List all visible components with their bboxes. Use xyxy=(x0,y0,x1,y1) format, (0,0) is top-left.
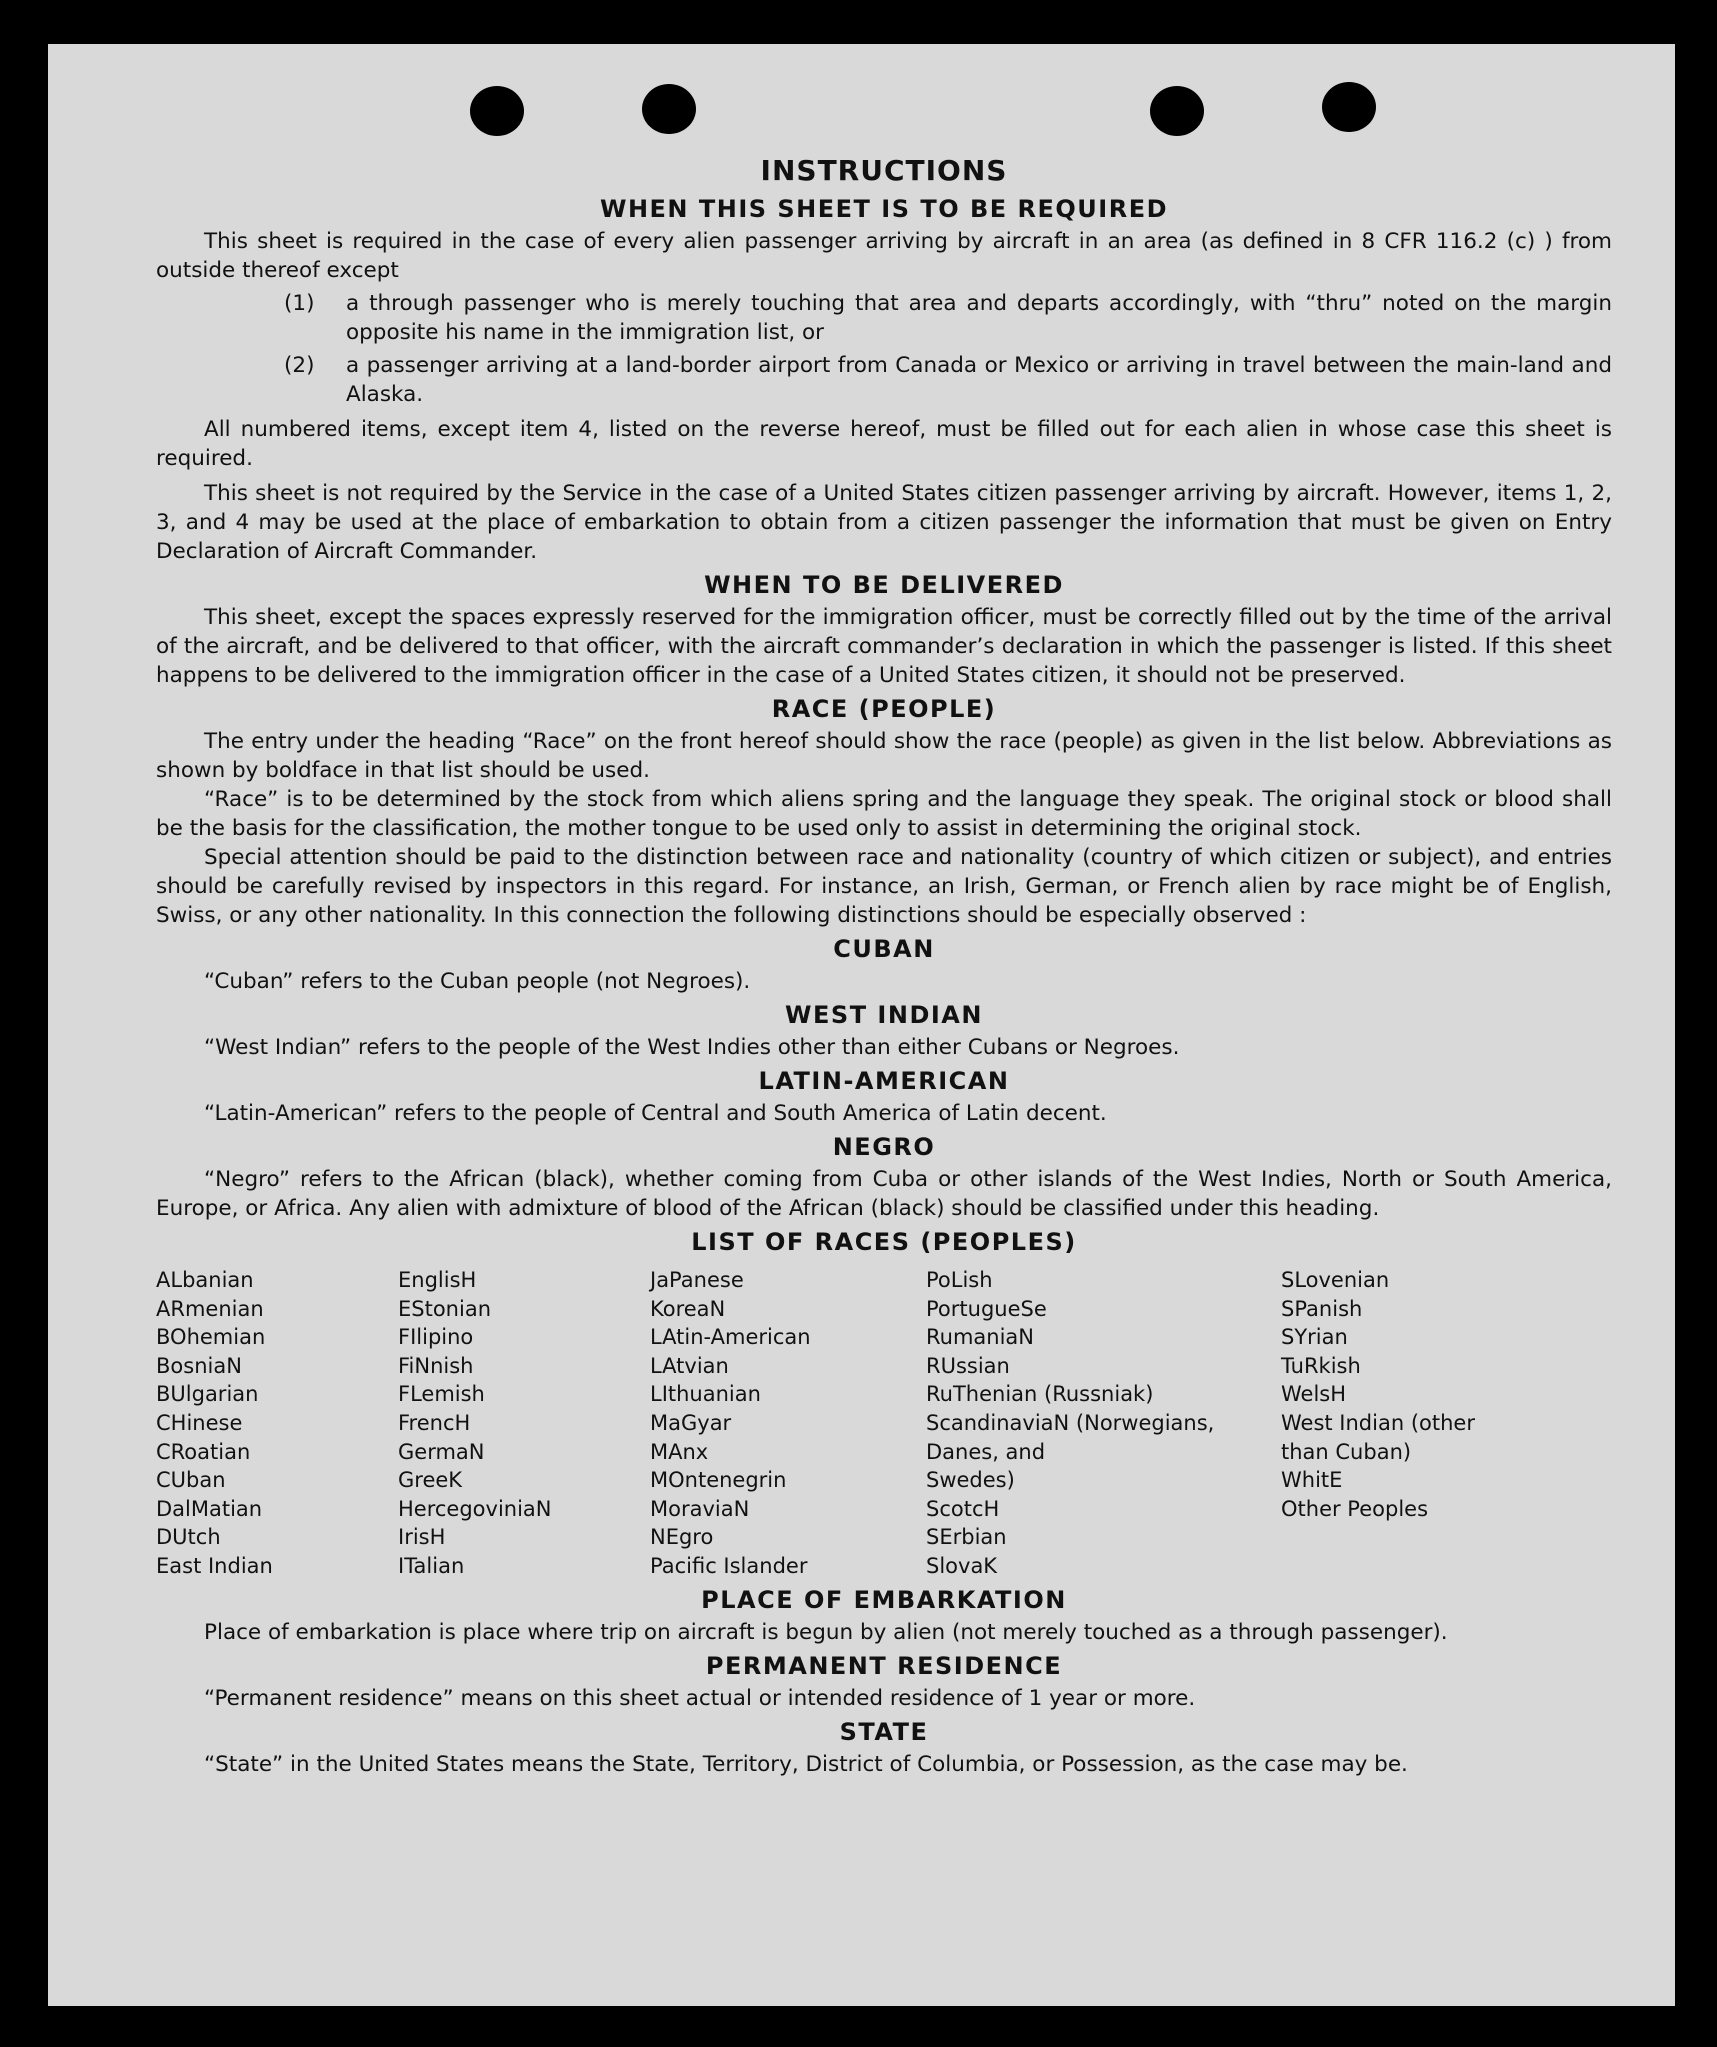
race-entry: CRoatian xyxy=(156,1439,251,1464)
race-entry: MOntenegrin xyxy=(650,1468,787,1493)
section-heading: RACE (PEOPLE) xyxy=(771,695,997,723)
race-entry: ScotcH xyxy=(926,1496,1000,1521)
paragraph: “Race” is to be determined by the stock from which aliens spring and the language they speak. The original stock or blood shall be the basis for the classification, the mother tongue to be used only to assist in determining the original stock. xyxy=(156,787,1612,841)
race-entry: FIlipino xyxy=(398,1325,474,1350)
paragraph: This sheet, except the spaces expressly reserved for the immigration officer, must be correctly filled out by the time of the arrival of the aircraft, and be delivered to that officer, with the aircraft commander’s declaration in which the passenger is listed. If this sheet happens to be delivered to the immigration officer in the case of a United States citizen, it should not be preserved. xyxy=(156,605,1612,688)
paragraph: All numbered items, except item 4, listed on the reverse hereof, must be filled out for each alien in whose case this sheet is required. xyxy=(156,417,1612,471)
race-entry: GreeK xyxy=(398,1468,463,1493)
paragraph: “West Indian” refers to the people of the West Indies other than either Cubans or Negroes. xyxy=(204,1035,1180,1060)
paragraph: The entry under the heading “Race” on the front hereof should show the race (people) as given in the list below. Abbreviations as shown by boldface in that list should be used. xyxy=(156,729,1612,783)
section-heading: WHEN TO BE DELIVERED xyxy=(704,571,1064,599)
race-entry: NEgro xyxy=(650,1525,714,1550)
section-heading: PERMANENT RESIDENCE xyxy=(705,1651,1063,1680)
race-entry: HercegoviniaN xyxy=(398,1496,552,1521)
document-sheet xyxy=(48,44,1675,2006)
race-entry: LAtvian xyxy=(650,1353,729,1378)
race-entry: CUban xyxy=(156,1468,226,1493)
race-entry: KoreaN xyxy=(650,1296,726,1321)
section-heading: WEST INDIAN xyxy=(785,1001,983,1029)
race-entry: BosniaN xyxy=(156,1353,242,1378)
race-entry: MoraviaN xyxy=(650,1496,750,1521)
race-entry: GermaN xyxy=(398,1439,485,1464)
race-entry: SlovaK xyxy=(926,1553,998,1578)
race-entry: IrisH xyxy=(398,1525,446,1550)
race-entry: DalMatian xyxy=(156,1496,263,1521)
race-entry: RuThenian (Russniak) xyxy=(926,1382,1154,1407)
race-entry: MAnx xyxy=(650,1439,709,1464)
race-entry: West Indian (other than Cuban) xyxy=(1281,1410,1475,1464)
race-entry: RUssian xyxy=(926,1353,1010,1378)
race-entry: SErbian xyxy=(926,1525,1007,1550)
section-heading: STATE xyxy=(839,1717,929,1746)
paragraph: Special attention should be paid to the distinction between race and nationality (country of which citizen or subject), and entries should be carefully revised by inspectors in this regard. For instance, an Irish, German, or French alien by race might be of English, Swiss, or any other nationality. In this connection the following distinctions should be especially observed : xyxy=(156,845,1612,928)
race-entry: ScandinaviaN (Norwegians, Danes, and Swedes) xyxy=(926,1410,1215,1493)
section-heading: CUBAN xyxy=(833,935,935,963)
race-entry: PortugueSe xyxy=(926,1296,1047,1321)
item-number: (2) xyxy=(284,353,315,378)
race-entry: BUlgarian xyxy=(156,1382,259,1407)
race-entry: WelsH xyxy=(1281,1382,1347,1407)
races-column xyxy=(650,1266,926,1581)
race-entry: DUtch xyxy=(156,1525,221,1550)
item-number: (1) xyxy=(284,291,315,316)
item-text: a passenger arriving at a land-border airport from Canada or Mexico or arriving in travel between the main-land and Alaska. xyxy=(346,353,1612,407)
race-entry: Pacific Islander xyxy=(650,1553,808,1578)
race-entry: PoLish xyxy=(926,1268,993,1292)
page-title: INSTRUCTIONS xyxy=(760,154,1008,187)
race-entry: SYrian xyxy=(1281,1325,1348,1350)
section-heading: LATIN-AMERICAN xyxy=(758,1067,1010,1095)
race-entry: Other Peoples xyxy=(1281,1496,1429,1521)
race-entry: WhitE xyxy=(1281,1468,1343,1493)
race-entry: BOhemian xyxy=(156,1325,266,1350)
race-entry: ALbanian xyxy=(156,1268,254,1292)
paragraph: This sheet is required in the case of every alien passenger arriving by aircraft in an area (as defined in 8 CFR 116.2 (c) ) from outside thereof except xyxy=(156,229,1612,283)
race-entry: SPanish xyxy=(1281,1296,1363,1321)
race-entry: LAtin-American xyxy=(650,1325,811,1350)
race-entry: LIthuanian xyxy=(650,1382,761,1407)
race-entry: East Indian xyxy=(156,1553,273,1578)
paragraph: “Cuban” refers to the Cuban people (not Negroes). xyxy=(204,969,751,994)
races-column xyxy=(398,1266,650,1581)
race-entry: MaGyar xyxy=(650,1410,732,1435)
races-column xyxy=(926,1266,1281,1581)
race-entry: ITalian xyxy=(398,1553,465,1578)
race-entry: SLovenian xyxy=(1281,1268,1390,1292)
race-entry: RumaniaN xyxy=(926,1325,1035,1350)
punch-hole xyxy=(470,86,524,136)
list-item xyxy=(284,289,1612,347)
paragraph: “Permanent residence” means on this sheet actual or intended residence of 1 year or more. xyxy=(204,1685,1196,1711)
paragraph: “State” in the United States means the State, Territory, District of Columbia, or Possession, as the case may be. xyxy=(204,1751,1408,1777)
race-entry: EnglisH xyxy=(398,1268,477,1292)
section-heading: PLACE OF EMBARKATION xyxy=(701,1585,1067,1614)
race-entry: EStonian xyxy=(398,1296,492,1321)
races-list xyxy=(156,1266,1612,1581)
paragraph: Place of embarkation is place where trip on aircraft is begun by alien (not merely touched as a through passenger). xyxy=(204,1619,1448,1645)
race-entry: TuRkish xyxy=(1281,1353,1361,1378)
punch-hole xyxy=(1322,82,1376,132)
paragraph: “Negro” refers to the African (black), whether coming from Cuba or other islands of the West Indies, North or South America, Europe, or Africa. Any alien with admixture of blood of the African (black) should be classified under this heading. xyxy=(156,1167,1612,1221)
races-column xyxy=(156,1266,398,1581)
races-column xyxy=(1281,1266,1601,1581)
race-entry: FrencH xyxy=(398,1410,471,1435)
section-heading: LIST OF RACES (PEOPLES) xyxy=(691,1228,1077,1256)
paragraph: This sheet is not required by the Service in the case of a United States citizen passenger arriving by aircraft. However, items 1, 2, 3, and 4 may be used at the place of embarkation to obtain from a citizen passenger the information that must be given on Entry Declaration of Aircraft Commander. xyxy=(156,481,1612,564)
race-entry: JaPanese xyxy=(650,1268,744,1292)
punch-hole xyxy=(1150,86,1204,136)
race-entry: CHinese xyxy=(156,1410,243,1435)
section-heading: NEGRO xyxy=(832,1133,936,1161)
race-entry: ARmenian xyxy=(156,1296,264,1321)
paragraph: “Latin-American” refers to the people of Central and South America of Latin decent. xyxy=(204,1101,1107,1126)
race-entry: FiNnish xyxy=(398,1353,474,1378)
race-entry: FLemish xyxy=(398,1382,485,1407)
section-heading: WHEN THIS SHEET IS TO BE REQUIRED xyxy=(599,195,1169,223)
instructions-body xyxy=(156,152,1612,1779)
punch-hole xyxy=(642,84,696,134)
item-text: a through passenger who is merely touching that area and departs accordingly, with “thru” noted on the margin opposite his name in the immigration list, or xyxy=(346,291,1612,345)
list-item xyxy=(284,351,1612,409)
